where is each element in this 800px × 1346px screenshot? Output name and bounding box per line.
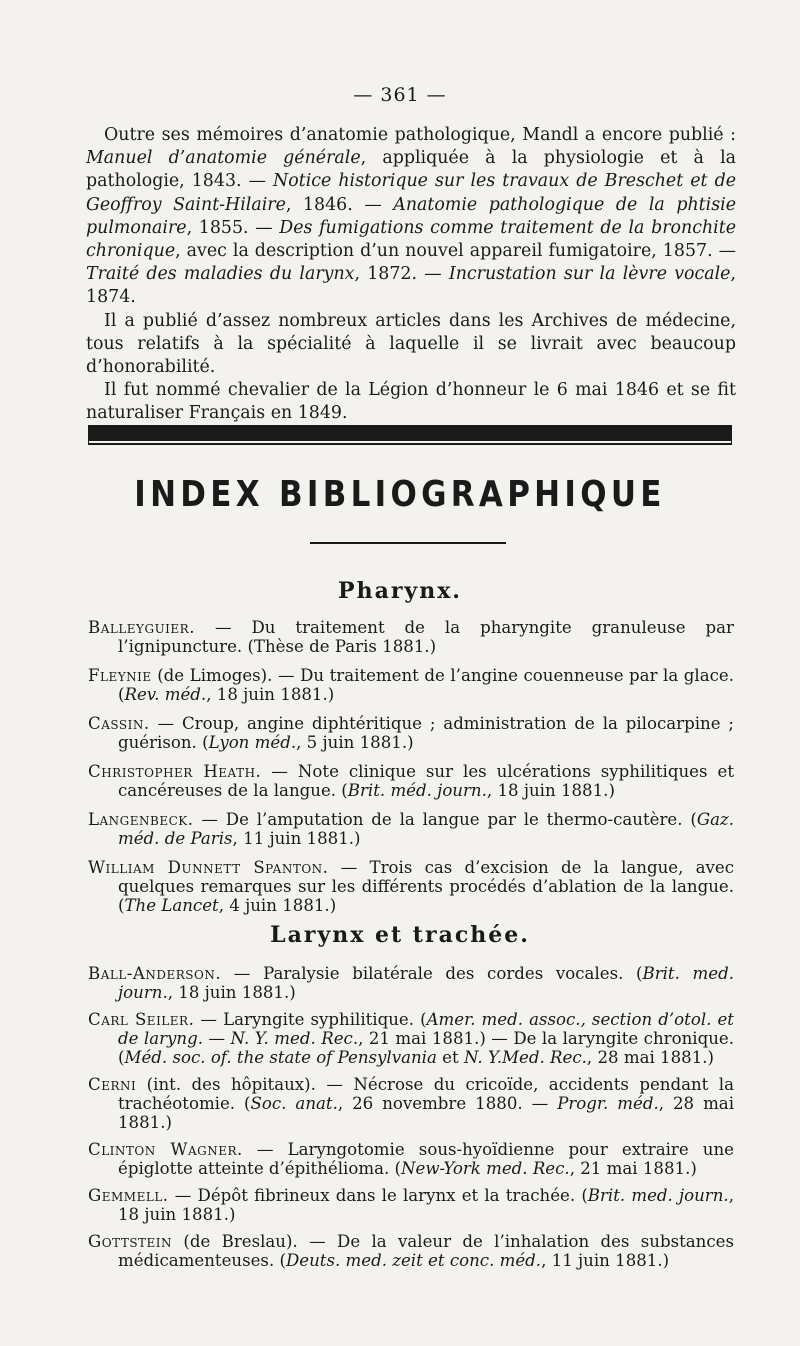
- larynx-entries: [88, 964, 734, 1270]
- journal-title: Incrustation sur la lèvre vocale: [448, 264, 731, 285]
- journal-title: Méd. soc. of. the state of Pensylvania: [124, 1048, 437, 1067]
- text-run: , 1872. —: [354, 264, 449, 285]
- text-run: (de Limoges). — Du traitement de l’angine couenneuse par la glace. (: [118, 666, 734, 704]
- title-underline: [310, 542, 506, 544]
- journal-title: Gaz. méd. de Paris: [118, 810, 734, 848]
- text-run: — Paralysie bilatérale des cordes vocales. (: [221, 964, 643, 983]
- text-run: — De l’amputation de la langue par le thermo-cautère. (: [193, 810, 697, 829]
- journal-title: N. Y.Med. Rec.: [463, 1048, 587, 1067]
- index-title: INDEX BIBLIOGRAPHIQUE: [134, 474, 666, 515]
- journal-title: Anatomie pathologique de la phtisie pulmonaire: [86, 194, 736, 238]
- journal-title: Des fumigations comme traitement de la bronchite chronique: [86, 217, 736, 262]
- bibliography-entry: [88, 858, 734, 915]
- page-number: — 361 —: [353, 84, 447, 106]
- journal-title: Manuel d’anatomie générale: [86, 148, 361, 169]
- journal-title: Amer. med. assoc., section d’otol. et de laryng.: [118, 1010, 734, 1048]
- text-run: , 28 mai 1881.): [118, 1094, 735, 1132]
- text-run: , 11 juin 1881.): [232, 829, 361, 848]
- journal-title: Brit. med. journ.: [587, 1186, 729, 1205]
- author-name: Gottstein: [88, 1232, 173, 1251]
- text-run: et: [436, 1048, 464, 1067]
- journal-title: Brit. med. journ.: [118, 964, 734, 1002]
- bibliography-entry: [88, 1140, 734, 1178]
- journal-title: N. Y. med. Rec.: [230, 1029, 359, 1048]
- text-run: Il a publié d’assez nombreux articles dans les Archives de médecine, tous relatifs à la spécialité à laquelle il se livrait avec beaucoup d’honorabilité.: [86, 310, 736, 378]
- text-run: , 1855. —: [186, 217, 280, 238]
- text-run: , 18 juin 1881.): [206, 685, 335, 704]
- author-name: Fleynie: [88, 666, 152, 685]
- text-run: Il fut nommé chevalier de la Légion d’honneur le 6 mai 1846 et se fit naturaliser Français en 1849.: [86, 380, 736, 424]
- text-run: — Laryngite syphilitique. (: [194, 1010, 427, 1029]
- journal-title: Brit. méd. journ.: [347, 781, 487, 800]
- author-name: Gemmell.: [88, 1186, 169, 1205]
- text-run: — Du traitement de la pharyngite granuleuse par l’ignipuncture. (Thèse de Paris 1881.): [118, 618, 734, 656]
- bio-paragraph: [86, 310, 736, 380]
- text-run: Outre ses mémoires d’anatomie pathologique, Mandl a encore publié :: [104, 125, 736, 145]
- author-name: Christopher Heath.: [88, 762, 262, 781]
- bibliography-entry: [88, 762, 734, 800]
- text-run: — Laryngotomie sous-hyoïdienne pour extraire une épiglotte atteinte d’épithélioma. (: [118, 1140, 734, 1178]
- text-run: , 21 mai 1881.) — De la laryngite chronique. (: [118, 1029, 734, 1067]
- bibliography-entry: [88, 714, 734, 752]
- text-run: — Croup, angine diphtéritique ; administration de la pilocarpine ; guérison. (: [118, 714, 734, 752]
- text-run: , 18 juin 1881.): [486, 781, 615, 800]
- author-name: Cassin.: [88, 714, 150, 733]
- author-name: William Dunnett Spanton.: [88, 858, 329, 877]
- text-run: , 26 novembre 1880. —: [337, 1094, 558, 1113]
- journal-title: Rev. méd.: [124, 685, 207, 704]
- journal-title: Deuts. med. zeit et conc. méd.: [285, 1251, 542, 1270]
- text-run: — Dépôt fibrineux dans le larynx et la trachée. (: [168, 1186, 588, 1205]
- text-run: , avec la description d’un nouvel appareil fumigatoire, 1857. —: [175, 241, 736, 262]
- author-name: Clinton Wagner.: [88, 1140, 243, 1159]
- text-run: (int. des hôpitaux). — Nécrose du cricoïde, accidents pendant la trachéotomie. (: [118, 1075, 734, 1113]
- pharynx-entries: [88, 618, 734, 915]
- journal-title: The Lancet: [124, 896, 219, 915]
- author-name: Cerni: [88, 1075, 137, 1094]
- author-name: Langenbeck.: [88, 810, 194, 829]
- author-name: Carl Seiler.: [88, 1010, 195, 1029]
- bibliography-entry: [88, 810, 734, 848]
- bibliography-entry: [88, 1075, 734, 1132]
- journal-title: Soc. anat.: [250, 1094, 338, 1113]
- text-run: — Trois cas d’excision de la langue, avec quelques remarques sur les différents procédés d’ablation de la langue. (: [118, 858, 734, 915]
- text-run: , appliquée à la physiologie et à la pathologie, 1843. —: [86, 148, 737, 192]
- text-run: , 5 juin 1881.): [296, 733, 414, 752]
- section-title-larynx: Larynx et trachée.: [270, 922, 530, 948]
- bibliography-entry: [88, 1010, 734, 1067]
- bio-paragraph: [86, 379, 736, 425]
- journal-title: Lyon méd.: [208, 733, 297, 752]
- text-run: , 18 juin 1881.): [167, 983, 296, 1002]
- bio-paragraph: [86, 124, 736, 310]
- text-run: (de Breslau). — De la valeur de l’inhalation des substances médicamenteuses. (: [118, 1232, 734, 1270]
- section-divider: [88, 425, 732, 441]
- journal-title: Traité des maladies du larynx: [86, 264, 355, 285]
- author-name: Balleyguier.: [88, 618, 195, 637]
- text-run: , 4 juin 1881.): [218, 896, 337, 915]
- biography-text: [86, 124, 736, 426]
- text-run: — Note clinique sur les ulcérations syphilitiques et cancéreuses de la langue. (: [118, 762, 734, 800]
- bibliography-entry: [88, 1186, 734, 1224]
- text-run: , 1846. —: [285, 194, 394, 215]
- bibliography-entry: [88, 618, 734, 656]
- text-run: , 11 juin 1881.): [541, 1251, 670, 1270]
- text-run: , 21 mai 1881.): [569, 1159, 697, 1178]
- text-run: , 28 mai 1881.): [586, 1048, 715, 1067]
- bibliography-entry: [88, 1232, 734, 1270]
- journal-title: Notice historique sur les travaux de Breschet et de Geoffroy Saint-Hilaire: [86, 171, 737, 215]
- section-title-pharynx: Pharynx.: [338, 578, 462, 604]
- bibliography-entry: [88, 964, 734, 1002]
- author-name: Ball-Anderson.: [88, 964, 222, 983]
- text-run: , 18 juin 1881.): [118, 1186, 734, 1224]
- journal-title: New-York med. Rec.: [401, 1159, 570, 1178]
- text-run: —: [203, 1029, 231, 1048]
- text-run: , 1874.: [86, 264, 736, 308]
- bibliography-entry: [88, 666, 734, 704]
- journal-title: Progr. méd.: [557, 1094, 659, 1113]
